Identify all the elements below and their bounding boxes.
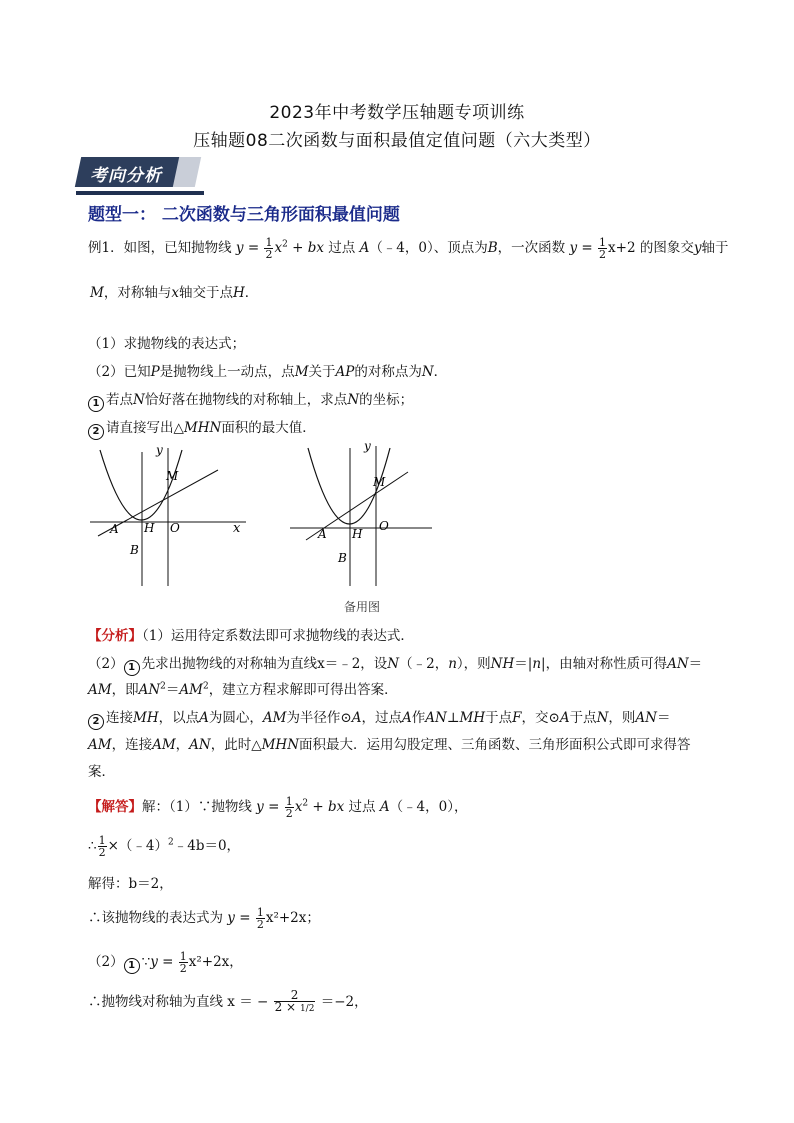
point-o-label-2: O — [379, 519, 389, 533]
parabola-figure-main — [86, 440, 256, 588]
section-heading: 题型一： 二次函数与三角形面积最值问题 — [88, 205, 400, 225]
x-axis-label: x — [233, 521, 241, 536]
solution-line-3: 解得：b＝2， — [88, 876, 173, 892]
circled-number-1: 1 — [88, 396, 104, 412]
question-2-2: 2 请直接写出△MHN面积的最大值． — [88, 416, 316, 440]
banner-label: 考向分析 — [90, 166, 162, 186]
solution-line-5: （2） 1 ∵y = $\frac{1}{2}$ x²+2x， — [88, 950, 243, 975]
point-h-label: H — [144, 521, 155, 535]
point-m-label: M — [166, 469, 179, 483]
analysis-line-3: AM，即$AN^2=AM^2$，建立方程求解即可得出答案． — [88, 681, 398, 698]
example-line-1: 例1．如图，已知抛物线 y = $\frac{1}{2}$ $x^2$ + bx 过点 A（﹣4，0）、顶点为B，一次函数 y = $\frac{1}{2}$ x+2 的图象交y轴于 — [88, 236, 729, 261]
point-o-label: O — [170, 521, 180, 535]
point-b-label: B — [130, 543, 139, 557]
solution-line-6: ∴抛物线对称轴为直线 x ＝ − $\frac{2}{2 \times 1/2}$ ＝−2， — [88, 988, 368, 1014]
solution-line-1: 【解答】解：（1）∵抛物线 y = $\frac{1}{2}$ $x^2$ + bx 过点 A（﹣4，0）， — [88, 795, 468, 820]
solution-tag: 【解答】 — [88, 799, 142, 815]
point-a-label-2: A — [318, 527, 327, 541]
document-title: 2023年中考数学压轴题专项训练 — [269, 103, 525, 123]
point-b-label-2: B — [338, 551, 347, 565]
analysis-line-2: （2） 1 先求出抛物线的对称轴为直线x＝﹣2，设N（﹣2，n），则NH＝|n|，由轴对称性质可得AN＝ — [88, 652, 702, 676]
analysis-line-4: 2 连接MH，以点A为圆心，AM为半径作⊙A，过点A作AN⊥MH于点F，交⊙A于点N，则AN＝ — [88, 706, 670, 730]
solution-line-4: ∴该抛物线的表达式为 y = $\frac{1}{2}$ x²+2x； — [88, 906, 320, 931]
analysis-tag: 【分析】 — [88, 628, 142, 644]
y-axis-label-2: y — [364, 440, 371, 453]
solution-line-2: ∴ $\frac{1}{2}$ ×（﹣4）$^2$﹣4b＝0， — [88, 834, 241, 859]
circled-number-2: 2 — [88, 424, 104, 440]
point-h-label-2: H — [352, 527, 363, 541]
figure-caption: 备用图 — [344, 600, 381, 614]
analysis-line-6: 案． — [88, 764, 115, 780]
document-subtitle: 压轴题08二次函数与面积最值定值问题（六大类型） — [193, 131, 601, 151]
example-line-2: M，对称轴与x轴交于点H． — [90, 285, 259, 301]
question-2: （2）已知P是抛物线上一动点，点M关于AP的对称点为N． — [88, 364, 448, 380]
point-a-label: A — [110, 522, 119, 536]
y-axis-label: y — [156, 443, 163, 457]
question-2-1: 1 若点N恰好落在抛物线的对称轴上，求点N的坐标； — [88, 388, 413, 412]
analysis-line-5: AM，连接AM，AN，此时△MHN面积最大．运用勾股定理、三角函数、三角形面积公式即可求得答 — [88, 737, 691, 753]
analysis-line-1: 【分析】（1）运用待定系数法即可求抛物线的表达式． — [88, 628, 414, 644]
point-m-label-2: M — [373, 475, 386, 489]
section-banner — [76, 153, 204, 195]
parabola-figure-backup — [286, 440, 436, 588]
question-1: （1）求抛物线的表达式； — [88, 336, 246, 352]
